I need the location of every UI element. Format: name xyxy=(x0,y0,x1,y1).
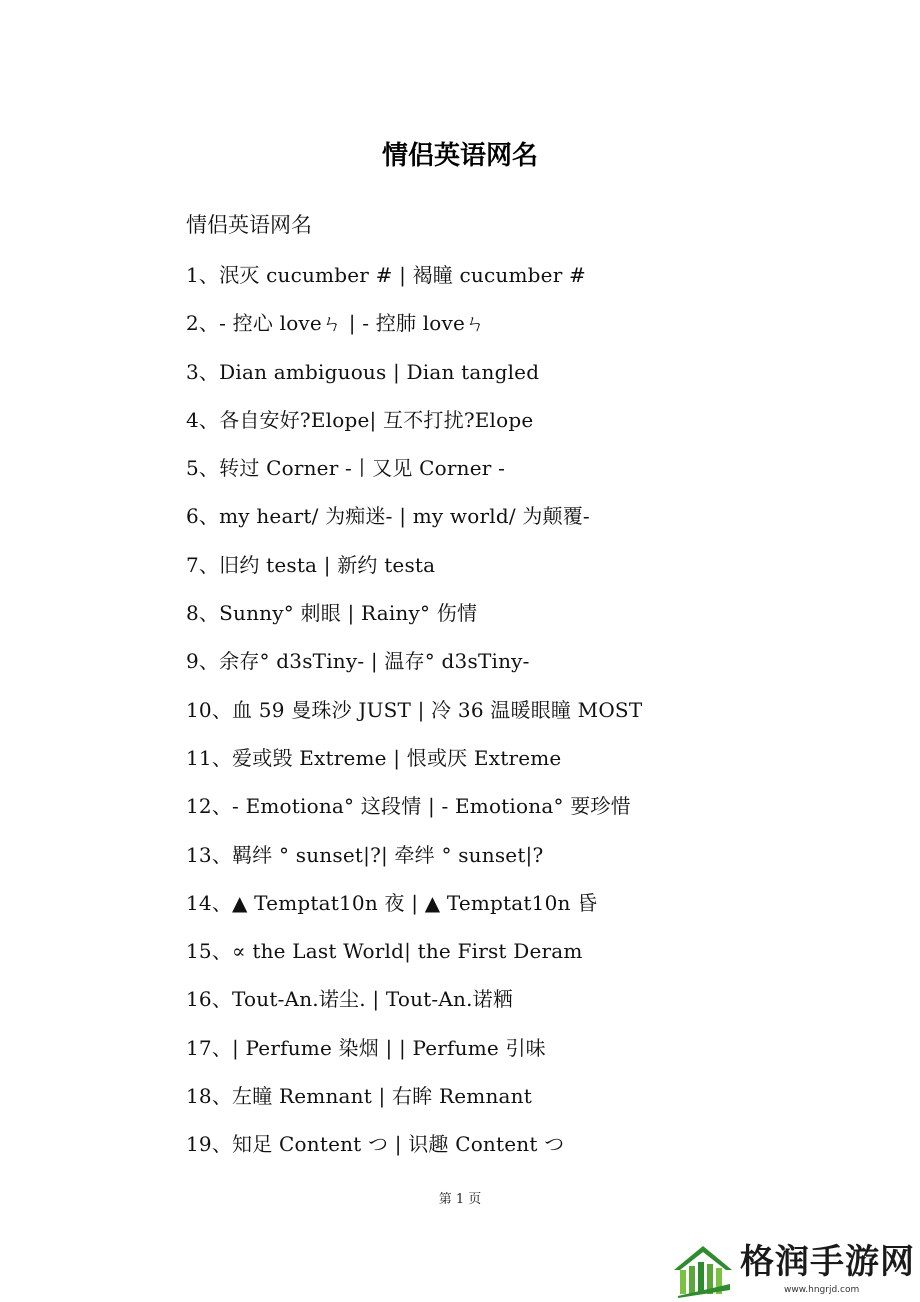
list-item: 10、血 59 曼珠沙 JUST | 冷 36 温暖眼瞳 MOST xyxy=(186,697,643,722)
page-title: 情侣英语网名 xyxy=(381,141,538,171)
list-item: 14、▲ Temptat10n 夜 | ▲ Temptat10n 昏 xyxy=(186,890,598,915)
list-item: 9、余存° d3sTiny- | 温存° d3sTiny- xyxy=(186,649,530,674)
list-item: 3、Dian ambiguous | Dian tangled xyxy=(186,359,540,384)
list-item: 17、| Perfume 染烟 | | Perfume 引味 xyxy=(186,1035,546,1060)
page-number: 第 1 页 xyxy=(438,1192,482,1207)
list-item: 7、旧约 testa | 新约 testa xyxy=(186,552,436,577)
list-item: 18、左瞳 Remnant | 右眸 Remnant xyxy=(186,1084,532,1109)
watermark-logo[interactable] xyxy=(672,1240,916,1298)
list-item: 2、- 控心 loveㄣ | - 控肺 loveㄣ xyxy=(186,311,486,336)
list-item: 16、Tout-An.诺尘. | Tout-An.诺粞 xyxy=(186,987,514,1012)
list-item: 8、Sunny° 刺眼 | Rainy° 伤情 xyxy=(186,601,478,626)
section-heading: 情侣英语网名 xyxy=(186,213,312,237)
list-item: 12、- Emotiona° 这段情 | - Emotiona° 要珍惜 xyxy=(186,794,631,819)
list-item: 4、各自安好?Elope| 互不打扰?Elope xyxy=(186,407,534,432)
list-item: 13、羁绊 ° sunset|?| 牵绊 ° sunset|? xyxy=(186,842,544,867)
list-item: 1、泯灭 cucumber # | 褐瞳 cucumber # xyxy=(186,263,586,287)
list-item: 6、my heart/ 为痴迷- | my world/ 为颠覆- xyxy=(186,504,590,529)
list-item: 19、知足 Content つ | 识趣 Content つ xyxy=(186,1132,565,1157)
name-list xyxy=(186,258,642,1176)
house-logo-icon xyxy=(672,1240,734,1298)
list-item: 5、转过 Corner -丨又见 Corner - xyxy=(186,456,506,481)
watermark-url: www.hngrjd.com xyxy=(784,1285,860,1295)
list-item: 15、∝ the Last World| the First Deram xyxy=(186,939,583,964)
watermark-name: 格润手游网 xyxy=(740,1242,915,1282)
list-item: 11、爱或毁 Extreme | 恨或厌 Extreme xyxy=(186,745,562,770)
